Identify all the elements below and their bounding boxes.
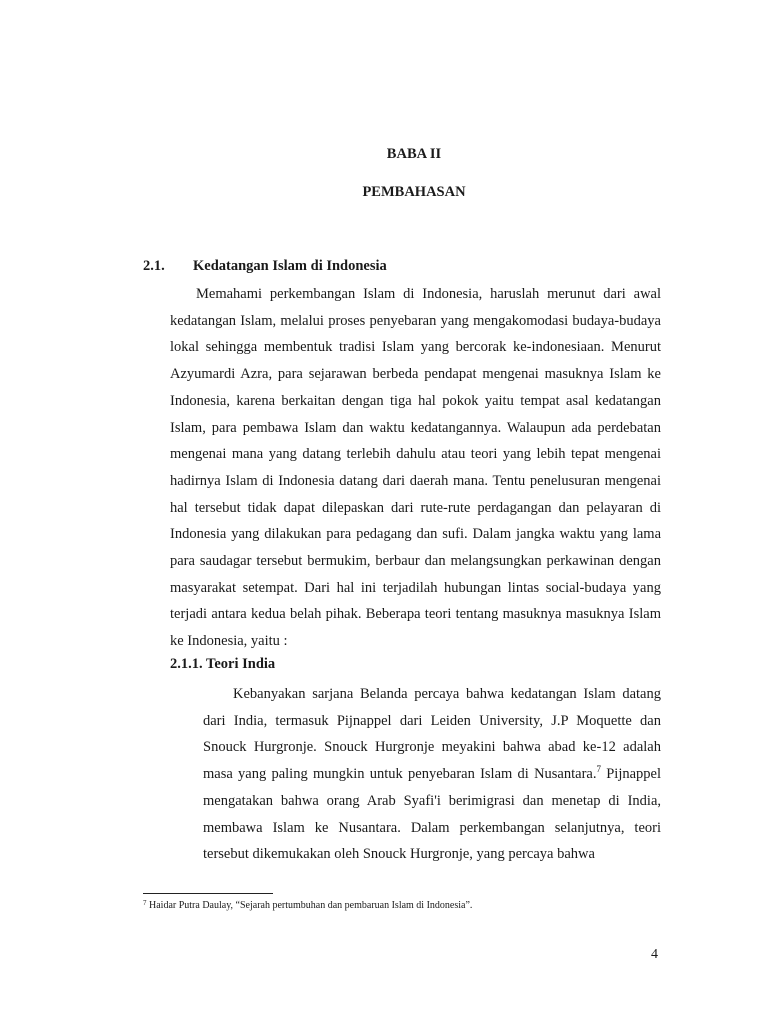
- footnote-divider: [143, 893, 273, 894]
- paragraph-text-part2: Pijnappel mengatakan bahwa orang Arab Syafi'i berimigrasi dan menetap di India, membawa Islam ke Nusantara. Dalam perkembangan selanjutnya, teori tersebut dikemukakan oleh Snouck Hurgronje, yang percaya bahwa: [203, 766, 661, 863]
- section-heading: [143, 258, 387, 275]
- subsection-heading: [170, 656, 275, 673]
- footnote-reference[interactable]: 7: [596, 764, 601, 775]
- chapter-title: BABA II: [386, 146, 442, 162]
- section-number: 2.1.: [143, 258, 165, 274]
- chapter-subtitle: PEMBAHASAN: [362, 184, 466, 200]
- footnote-text: Haidar Putra Daulay, “Sejarah pertumbuhan dan pembaruan Islam di Indonesia”.: [146, 900, 473, 911]
- subsection-paragraph: [203, 681, 661, 868]
- footnote-marker: 7: [143, 899, 147, 907]
- footnote: [143, 899, 472, 911]
- paragraph-text-part1: Kebanyakan sarjana Belanda percaya bahwa kedatangan Islam datang dari India, termasuk Pijnappel dari Leiden University, J.P Moquette dan Snouck Hurgronje. Snouck Hurgronje meyakini bahwa abad ke-12 adalah masa yang paling mungkin untuk penyebaran Islam di Nusantara.: [203, 686, 661, 783]
- subsection-number: 2.1.1.: [170, 656, 203, 672]
- page-number: 4: [651, 947, 658, 962]
- section-title: Kedatangan Islam di Indonesia: [193, 258, 387, 274]
- subsection-title: Teori India: [206, 656, 276, 672]
- section-paragraph: Memahami perkembangan Islam di Indonesia, haruslah merunut dari awal kedatangan Islam, melalui proses penyebaran yang mengakomodasi budaya-budaya lokal sehingga membentuk tradisi Islam yang bercorak ke-indonesiaan. Menurut Azyumardi Azra, para sejarawan berbeda pendapat mengenai masuknya Islam ke Indonesia, karena berkaitan dengan tiga hal pokok yaitu tempat asal kedatangan Islam, para pembawa Islam dan waktu kedatangannya. Walaupun ada perdebatan mengenai mana yang datang terlebih dahulu atau teori yang lebih tepat mengenai hadirnya Islam di Indonesia datang dari daerah mana. Tentu penelusuran mengenai hal tersebut tidak dapat dilepaskan dari rute-rute perdagangan dan pelayaran di Indonesia yang dilakukan para pedagang dan sufi. Dalam jangka waktu yang lama para saudagar tersebut bermukim, berbaur dan melangsungkan perkawinan dengan masyarakat setempat. Dari hal ini terjadilah hubungan lintas social-budaya yang terjadi antara kedua belah pihak. Beberapa teori tentang masuknya masuknya Islam ke Indonesia, yaitu :: [170, 286, 661, 650]
